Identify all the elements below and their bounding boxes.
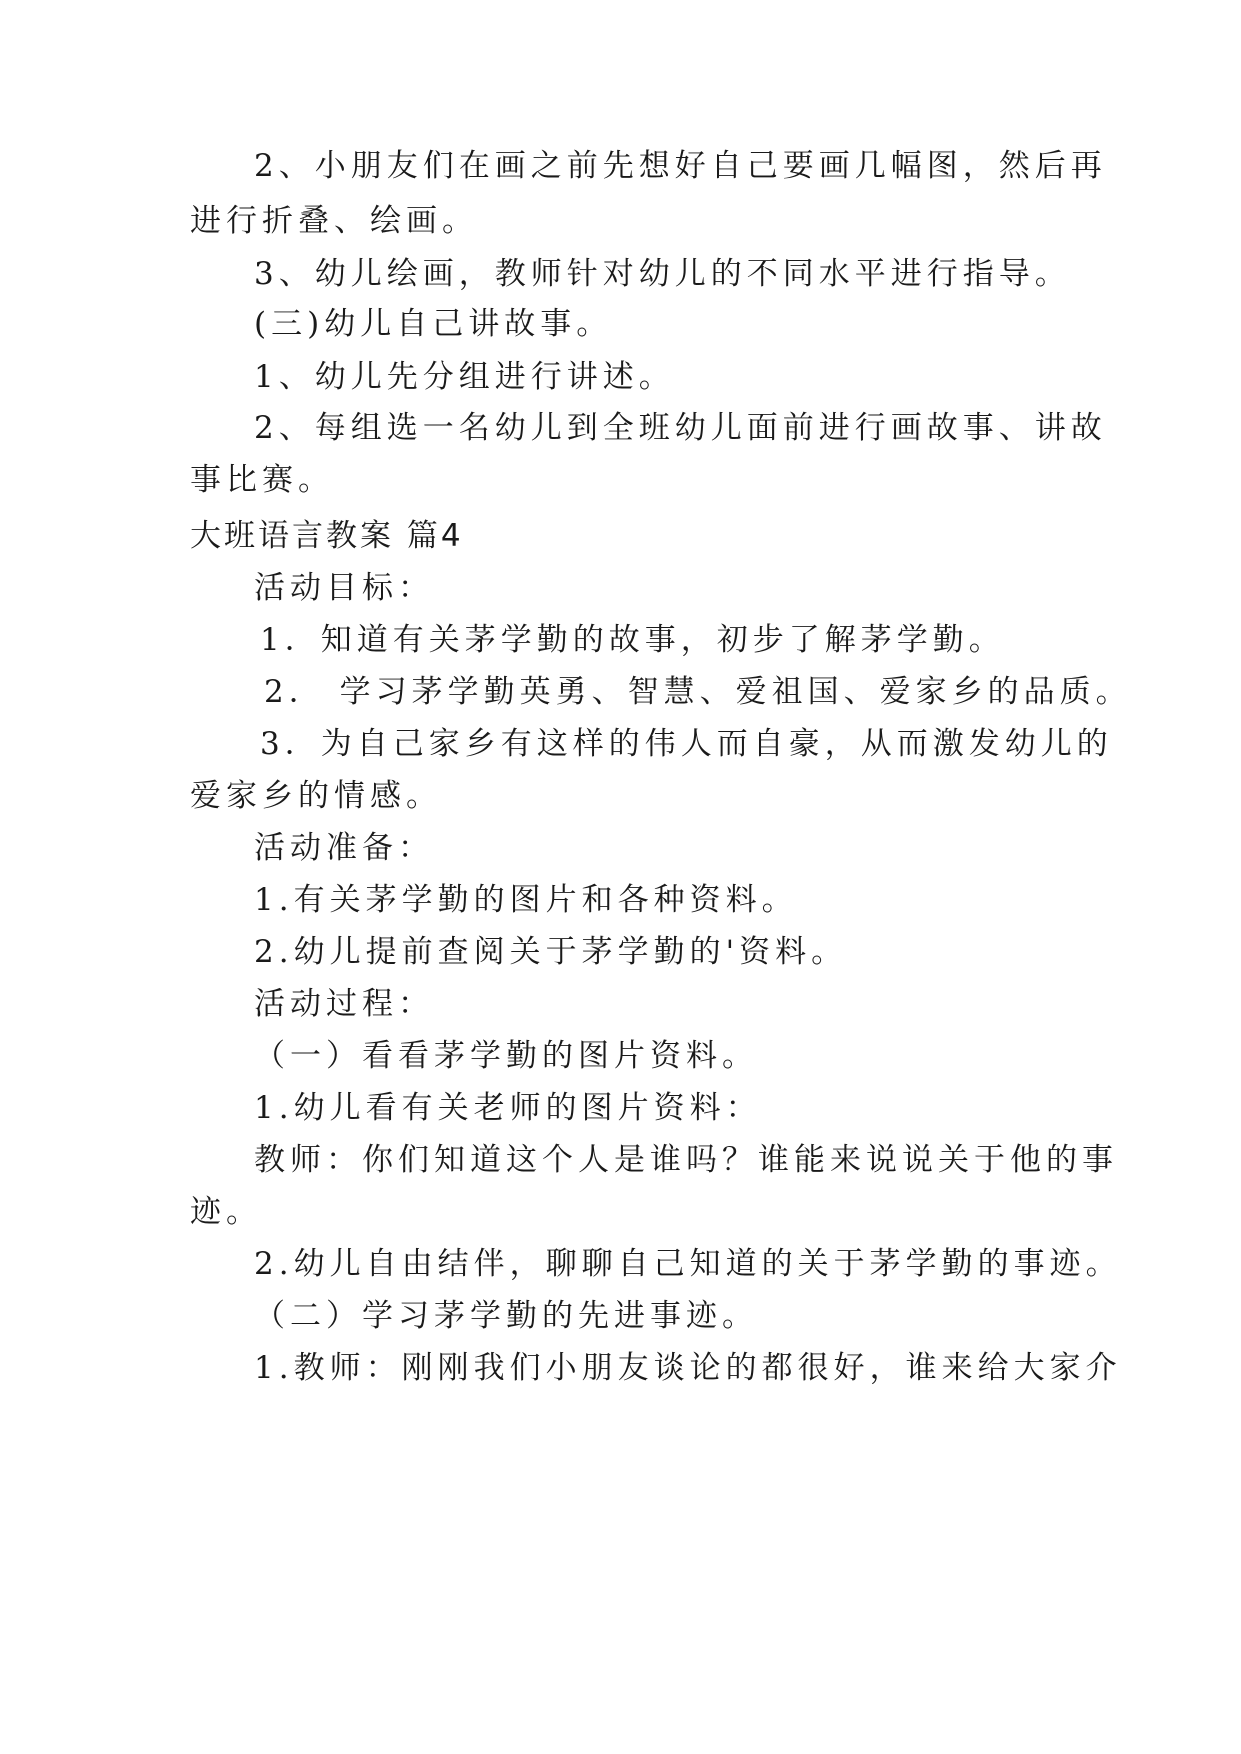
paragraph-line: 1.教师：刚刚我们小朋友谈论的都很好，谁来给大家介 [254,1350,1122,1386]
paragraph-line: 2.幼儿提前查阅关于茅学勤的'资料。 [254,934,848,970]
paragraph-line: 活动目标： [254,570,434,606]
paragraph-line: （二）学习茅学勤的先进事迹。 [254,1298,758,1334]
paragraph-line: 1.幼儿看有关老师的图片资料： [254,1090,762,1126]
paragraph-line: 迹。 [190,1194,262,1230]
paragraph-line: 3．为自己家乡有这样的伟人而自豪，从而激发幼儿的 [260,726,1113,762]
paragraph-line: 教师：你们知道这个人是谁吗？谁能来说说关于他的事 [254,1142,1118,1178]
paragraph-line: 1．知道有关茅学勤的故事，初步了解茅学勤。 [260,622,1005,658]
paragraph-line: 进行折叠、绘画。 [190,203,478,239]
paragraph-line: 活动过程： [254,986,434,1022]
paragraph-line: 2.幼儿自由结伴，聊聊自己知道的关于茅学勤的事迹。 [254,1246,1122,1282]
paragraph-line: 2、小朋友们在画之前先想好自己要画几幅图，然后再 [254,148,1107,184]
paragraph-line: 1.有关茅学勤的图片和各种资料。 [254,882,798,918]
paragraph-line: 活动准备： [254,830,434,866]
paragraph-line: 事比赛。 [190,462,334,498]
paragraph-line: (三)幼儿自己讲故事。 [254,306,613,342]
paragraph-line: （一）看看茅学勤的图片资料。 [254,1038,758,1074]
paragraph-line: 2、每组选一名幼儿到全班幼儿面前进行画故事、讲故 [254,410,1107,446]
paragraph-line: 3、幼儿绘画，教师针对幼儿的不同水平进行指导。 [254,256,1071,292]
paragraph-line: 爱家乡的情感。 [190,778,442,814]
paragraph-line: 1、幼儿先分组进行讲述。 [254,359,675,395]
section-heading: 大班语言教案 篇4 [190,518,464,554]
paragraph-line: 2． 学习茅学勤英勇、智慧、爱祖国、爱家乡的品质。 [264,674,1132,710]
